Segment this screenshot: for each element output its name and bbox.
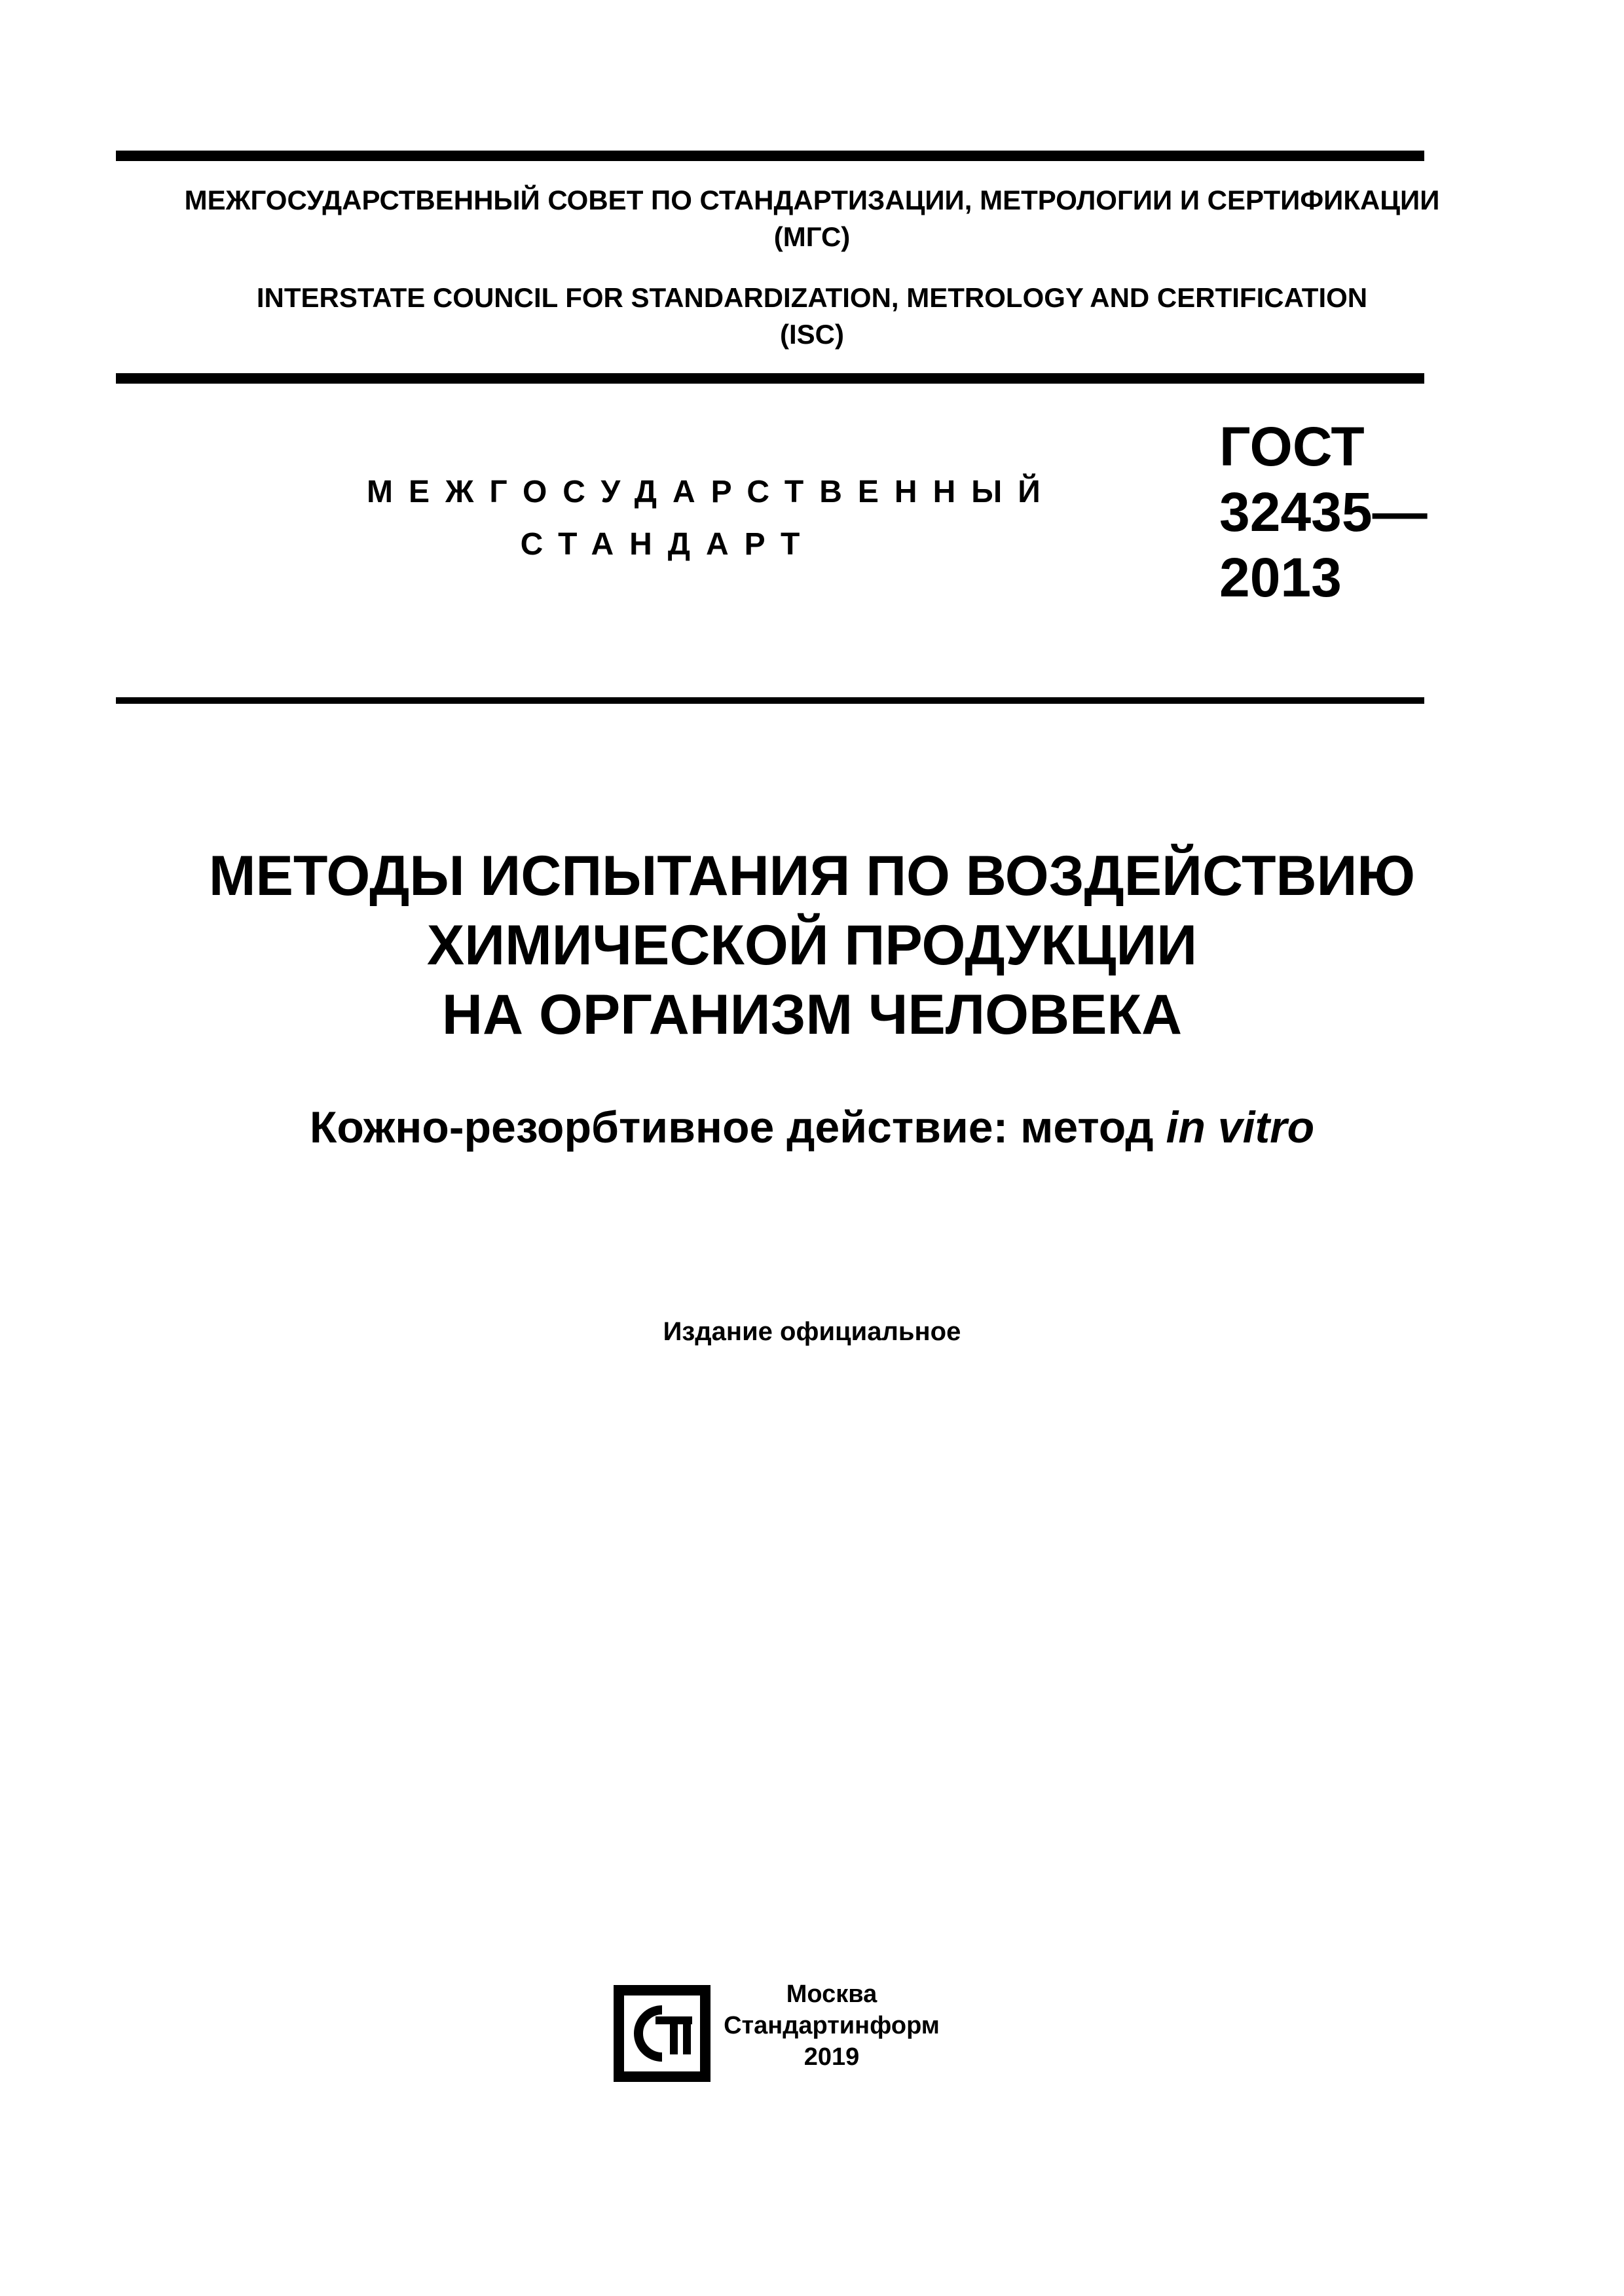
gost-line3: 2013 <box>1219 547 1342 608</box>
standard-kind-line2: СТАНДАРТ <box>520 527 816 562</box>
title-line3: НА ОРГАНИЗМ ЧЕЛОВЕКА <box>441 983 1183 1046</box>
publisher-city: Москва <box>786 1980 877 2008</box>
council-name-ru <box>0 182 1624 255</box>
council-en-line1: INTERSTATE COUNCIL FOR STANDARDIZATION, METROLOGY AND CERTIFICATION <box>256 282 1368 313</box>
gost-designation <box>1219 414 1428 610</box>
council-ru-line2: (МГС) <box>773 221 851 252</box>
publisher-name: Стандартинформ <box>724 2012 940 2039</box>
subtitle-text: Кожно-резорбтивное действие: метод <box>309 1102 1166 1152</box>
bottom-rule <box>116 697 1424 704</box>
standard-kind <box>367 466 1056 571</box>
standartinform-logo-icon <box>612 1984 712 2083</box>
subtitle-italic: in vitro <box>1166 1102 1315 1152</box>
gost-line1: ГОСТ <box>1219 416 1365 477</box>
publisher-info <box>724 1978 940 2073</box>
middle-rule <box>116 373 1424 384</box>
title-line2: ХИМИЧЕСКОЙ ПРОДУКЦИИ <box>426 914 1198 977</box>
top-rule <box>116 151 1424 161</box>
council-name-en <box>0 280 1624 353</box>
edition-label: Издание официальное <box>663 1317 961 1346</box>
title-line1: МЕТОДЫ ИСПЫТАНИЯ ПО ВОЗДЕЙСТВИЮ <box>208 845 1416 907</box>
document-subtitle <box>0 1100 1624 1155</box>
council-en-line2: (ISC) <box>780 319 844 350</box>
council-ru-line1: МЕЖГОСУДАРСТВЕННЫЙ СОВЕТ ПО СТАНДАРТИЗАЦИИ, МЕТРОЛОГИИ И СЕРТИФИКАЦИИ <box>184 185 1440 215</box>
document-title <box>0 841 1624 1049</box>
publisher-year: 2019 <box>803 2043 860 2071</box>
standard-kind-line1: МЕЖГОСУДАРСТВЕННЫЙ <box>367 475 1056 509</box>
gost-line2: 32435— <box>1219 481 1428 543</box>
